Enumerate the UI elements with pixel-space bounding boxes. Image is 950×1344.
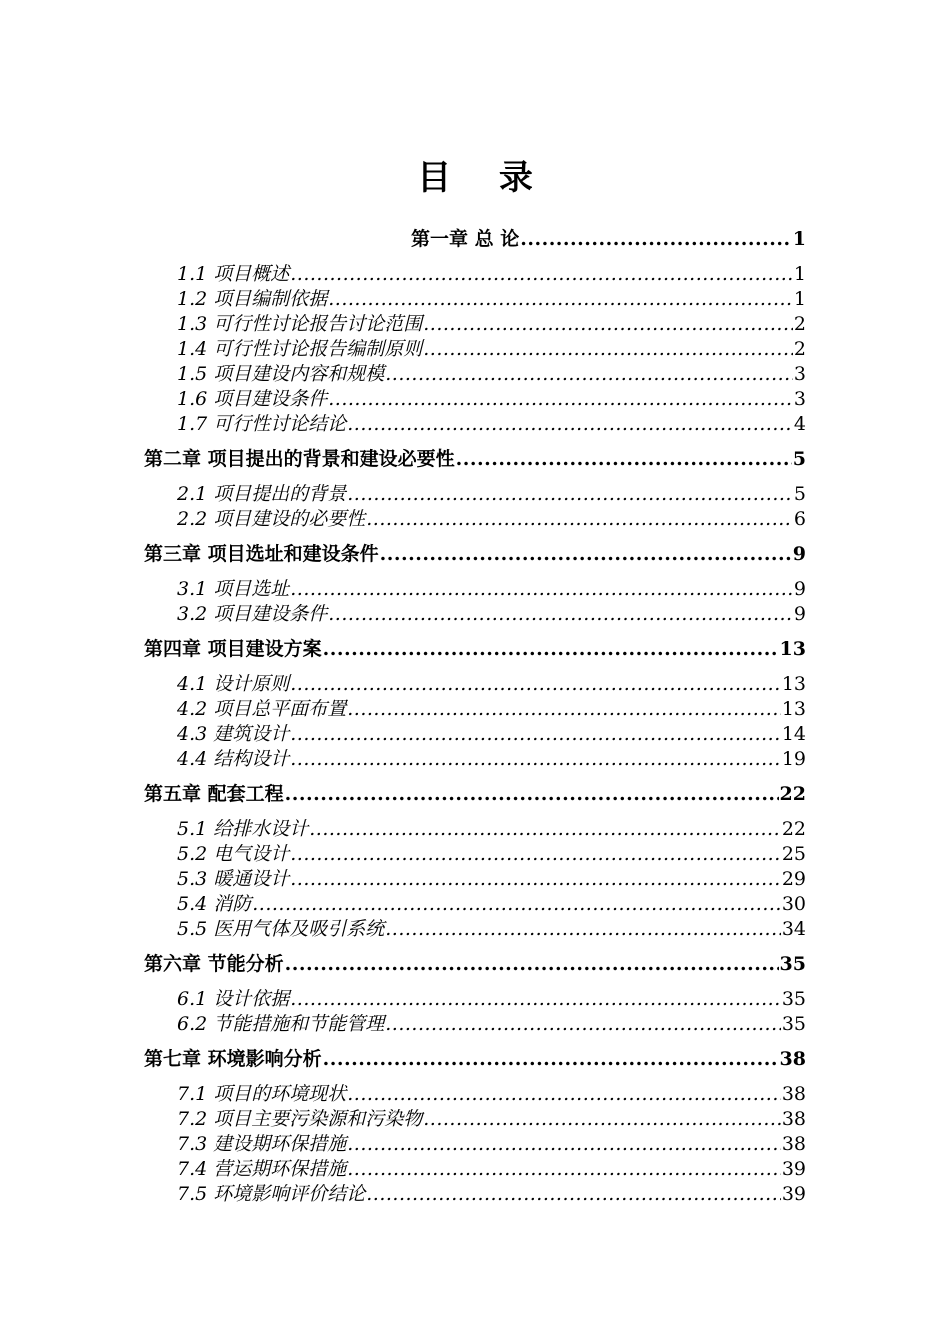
toc-chapter-entry[interactable]: [144, 542, 806, 566]
toc-section-entry[interactable]: [177, 412, 806, 436]
toc-entry-page-number: 38: [779, 1048, 806, 1070]
toc-section-entry[interactable]: [177, 672, 806, 696]
toc-chapter-entry[interactable]: [144, 952, 806, 976]
toc-entry-page-number: 1: [793, 288, 806, 310]
dot-leader: [385, 362, 793, 386]
toc-section-entry[interactable]: [177, 722, 806, 746]
toc-entry-label: 1.4 可行性讨论报告编制原则: [177, 338, 423, 360]
toc-section-entry[interactable]: [177, 867, 806, 891]
dot-leader: [347, 412, 793, 436]
toc-entry-label: 5.1 给排水设计: [177, 818, 309, 840]
dot-leader: [380, 542, 792, 566]
dot-leader: [290, 577, 793, 601]
toc-entry-page-number: 13: [781, 698, 806, 720]
toc-section-entry[interactable]: [177, 387, 806, 411]
toc-entry-label: 3.2 项目建设条件: [177, 603, 328, 625]
dot-leader: [347, 697, 781, 721]
toc-entry-page-number: 2: [793, 313, 806, 335]
dot-leader: [328, 387, 793, 411]
toc-entry-page-number: 35: [779, 953, 806, 975]
dot-leader: [423, 312, 793, 336]
toc-entry-label: 第四章 项目建设方案: [144, 638, 322, 660]
toc-entry-page-number: 9: [792, 543, 806, 565]
toc-entry-label: 1.3 可行性讨论报告讨论范围: [177, 313, 423, 335]
toc-chapter-entry[interactable]: [411, 227, 806, 251]
toc-section-entry[interactable]: [177, 987, 806, 1011]
toc-entry-label: 2.1 项目提出的背景: [177, 483, 347, 505]
dot-leader: [323, 1047, 779, 1071]
toc-entry-label: 6.1 设计依据: [177, 988, 290, 1010]
dot-leader: [290, 262, 793, 286]
toc-section-entry[interactable]: [177, 1012, 806, 1036]
dot-leader: [290, 842, 781, 866]
toc-entry-label: 5.2 电气设计: [177, 843, 290, 865]
toc-entry-label: 4.4 结构设计: [177, 748, 290, 770]
dot-leader: [423, 337, 793, 361]
toc-entry-page-number: 22: [779, 783, 806, 805]
toc-entry-label: 1.2 项目编制依据: [177, 288, 328, 310]
dot-leader: [252, 892, 781, 916]
toc-entry-page-number: 13: [781, 673, 806, 695]
toc-entry-label: 7.5 环境影响评价结论: [177, 1183, 366, 1205]
dot-leader: [290, 987, 781, 1011]
toc-entry-page-number: 34: [781, 918, 806, 940]
toc-section-entry[interactable]: [177, 1107, 806, 1131]
toc-entry-label: 1.6 项目建设条件: [177, 388, 328, 410]
toc-section-entry[interactable]: [177, 287, 806, 311]
toc-section-entry[interactable]: [177, 892, 806, 916]
toc-entry-page-number: 4: [793, 413, 806, 435]
toc-entry-page-number: 5: [793, 483, 806, 505]
toc-section-entry[interactable]: [177, 482, 806, 506]
toc-entry-label: 第三章 项目选址和建设条件: [144, 543, 379, 565]
toc-entry-label: 4.3 建筑设计: [177, 723, 290, 745]
dot-leader: [366, 1182, 781, 1206]
toc-entry-label: 第七章 环境影响分析: [144, 1048, 322, 1070]
toc-chapter-entry[interactable]: [144, 637, 806, 661]
dot-leader: [385, 1012, 781, 1036]
toc-section-entry[interactable]: [177, 917, 806, 941]
dot-leader: [385, 917, 781, 941]
toc-section-entry[interactable]: [177, 507, 806, 531]
toc-entry-page-number: 6: [793, 508, 806, 530]
toc-entry-label: 第二章 项目提出的背景和建设必要性: [144, 448, 455, 470]
toc-entry-label: 1.7 可行性讨论结论: [177, 413, 347, 435]
toc-entry-label: 第一章 总 论: [411, 228, 520, 250]
toc-entry-page-number: 9: [793, 603, 806, 625]
toc-entry-label: 5.5 医用气体及吸引系统: [177, 918, 385, 940]
toc-section-entry[interactable]: [177, 842, 806, 866]
dot-leader: [366, 507, 793, 531]
toc-chapter-entry[interactable]: [144, 782, 806, 806]
toc-section-entry[interactable]: [177, 817, 806, 841]
toc-section-entry[interactable]: [177, 1132, 806, 1156]
dot-leader: [290, 722, 781, 746]
toc-entry-page-number: 14: [781, 723, 806, 745]
toc-entry-page-number: 30: [781, 893, 806, 915]
dot-leader: [347, 482, 793, 506]
toc-entry-page-number: 2: [793, 338, 806, 360]
toc-section-entry[interactable]: [177, 747, 806, 771]
toc-section-entry[interactable]: [177, 262, 806, 286]
dot-leader: [520, 227, 792, 251]
toc-entry-label: 7.2 项目主要污染源和污染物: [177, 1108, 423, 1130]
toc-entry-label: 2.2 项目建设的必要性: [177, 508, 366, 530]
dot-leader: [290, 672, 781, 696]
dot-leader: [423, 1107, 781, 1131]
dot-leader: [309, 817, 781, 841]
toc-entry-label: 7.3 建设期环保措施: [177, 1133, 347, 1155]
toc-section-entry[interactable]: [177, 362, 806, 386]
toc-entry-page-number: 35: [781, 1013, 806, 1035]
toc-entry-page-number: 3: [793, 363, 806, 385]
toc-entry-page-number: 39: [781, 1183, 806, 1205]
toc-entry-page-number: 38: [781, 1083, 806, 1105]
toc-entry-page-number: 1: [792, 228, 806, 250]
toc-entry-page-number: 9: [793, 578, 806, 600]
toc-chapter-entry[interactable]: [144, 1047, 806, 1071]
toc-entry-label: 1.1 项目概述: [177, 263, 290, 285]
dot-leader: [347, 1157, 781, 1181]
toc-entry-label: 第六章 节能分析: [144, 953, 284, 975]
dot-leader: [290, 747, 781, 771]
toc-entry-label: 5.4 消防: [177, 893, 252, 915]
toc-section-entry[interactable]: [177, 577, 806, 601]
toc-entry-page-number: 3: [793, 388, 806, 410]
toc-entry-page-number: 13: [779, 638, 806, 660]
dot-leader: [347, 1082, 781, 1106]
toc-entry-label: 5.3 暖通设计: [177, 868, 290, 890]
toc-section-entry[interactable]: [177, 1082, 806, 1106]
toc-entry-page-number: 35: [781, 988, 806, 1010]
dot-leader: [347, 1132, 781, 1156]
toc-section-entry[interactable]: [177, 602, 806, 626]
toc-entry-label: 4.2 项目总平面布置: [177, 698, 347, 720]
dot-leader: [328, 602, 793, 626]
toc-entry-page-number: 39: [781, 1158, 806, 1180]
toc-section-entry[interactable]: [177, 337, 806, 361]
toc-entry-label: 3.1 项目选址: [177, 578, 290, 600]
toc-entry-page-number: 38: [781, 1133, 806, 1155]
toc-entry-label: 第五章 配套工程: [144, 783, 284, 805]
toc-section-entry[interactable]: [177, 1182, 806, 1206]
toc-section-entry[interactable]: [177, 697, 806, 721]
toc-entry-page-number: 29: [781, 868, 806, 890]
toc-entry-page-number: 25: [781, 843, 806, 865]
dot-leader: [285, 952, 779, 976]
page-title: 目 录: [417, 158, 551, 198]
toc-entry-page-number: 5: [792, 448, 806, 470]
dot-leader: [285, 782, 779, 806]
toc-entry-page-number: 38: [781, 1108, 806, 1130]
toc-entry-page-number: 19: [781, 748, 806, 770]
dot-leader: [456, 447, 792, 471]
toc-entry-page-number: 22: [781, 818, 806, 840]
toc-entry-page-number: 1: [793, 263, 806, 285]
toc-entry-label: 1.5 项目建设内容和规模: [177, 363, 385, 385]
toc-section-entry[interactable]: [177, 1157, 806, 1181]
dot-leader: [290, 867, 781, 891]
toc-entry-label: 7.4 营运期环保措施: [177, 1158, 347, 1180]
toc-chapter-entry[interactable]: [144, 447, 806, 471]
toc-entry-label: 6.2 节能措施和节能管理: [177, 1013, 385, 1035]
dot-leader: [328, 287, 793, 311]
dot-leader: [323, 637, 779, 661]
toc-entry-label: 4.1 设计原则: [177, 673, 290, 695]
toc-entry-label: 7.1 项目的环境现状: [177, 1083, 347, 1105]
toc-section-entry[interactable]: [177, 312, 806, 336]
